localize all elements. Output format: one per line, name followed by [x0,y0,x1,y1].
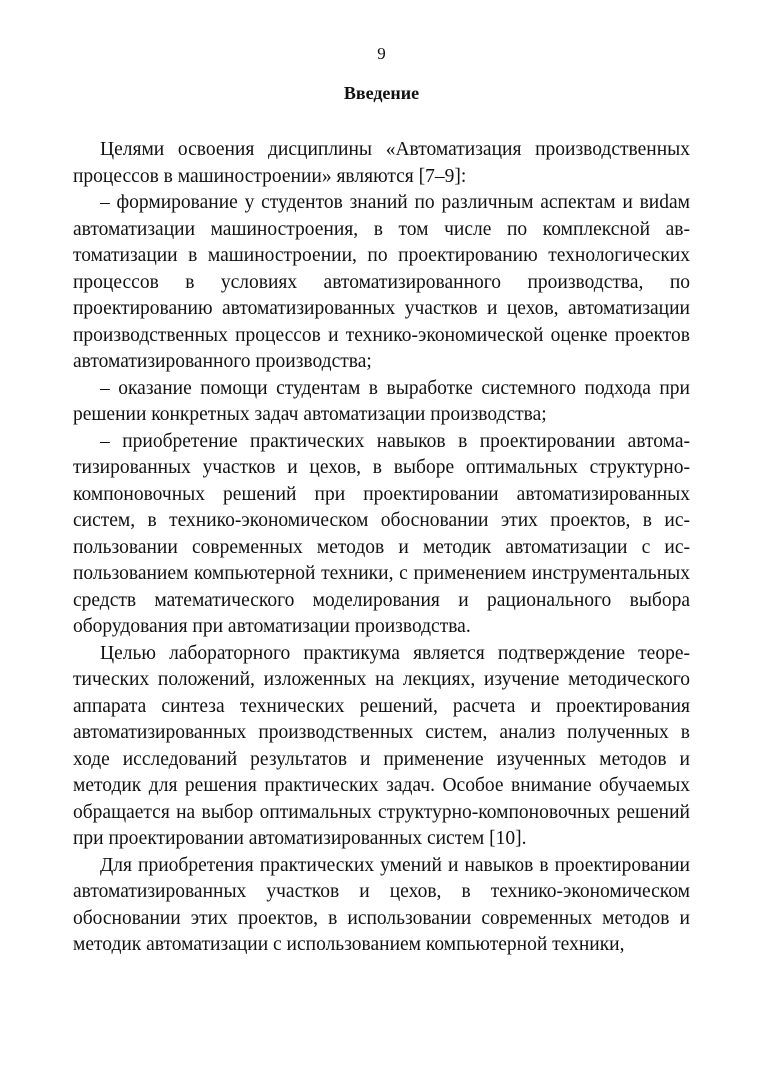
section-title: Введение [343,83,420,103]
page-number: 9 [377,44,386,63]
paragraph-goal-skills: – приобретение практических навыков в проектировании автоматизированных участков и цехов, в выборе оптимальных структурно-компоновочных решений при проектировании автоматизированных систем, в технико-экономическом обосновании этих проектов, в использовании современных методов и методик автоматизации с использованием компьютерной техники, с применением инструментальных средств математического моделирования и рационального выбора оборудования при автоматизации производства. [73,430,690,637]
paragraph-goal-knowledge: – формирование у студентов знаний по различным аспектам и виdам автоматизации машиностроения, в том числе по комплексной автоматизации в машиностроении, по проектированию технологических процессов в условиях автоматизированного производства, по проектированию автоматизированных участков и цехов, автоматизации производственных процессов и технико-экономической оценке проектов автоматизированного производства; [73,192,690,372]
body-text [73,137,690,959]
paragraph-lab-practicum: Целью лабораторного практикума является подтверждение теоретических положений, изложенных на лекциях, изучение методического аппарата синтеза технических решений, расчета и проектирования автоматизированных производственных систем, анализ полученных в ходе исследований результатов и применение изученных методов и методик для решения практических задач. Особое внимание обучаемых обращается на выбор оптимальных структурно-компоновочных решений при проектировании автоматизированных систем [10]. [73,642,690,849]
paragraph-goals-intro: Целями освоения дисциплины «Автоматизация производственных процессов в машиностроении» являются [7–9]: [73,139,690,187]
paragraph-skills-acquisition: Для приобретения практических умений и навыков в проектировании автоматизированных участков и цехов, в технико-экономическом обосновании этих проектов, в использовании современных методов и методик автоматизации с использованием компьютерной техники, [73,854,690,955]
paragraph-goal-assistance: – оказание помощи студентам в выработке системного подхода при решении конкретных задач автоматизации производства; [73,377,690,425]
